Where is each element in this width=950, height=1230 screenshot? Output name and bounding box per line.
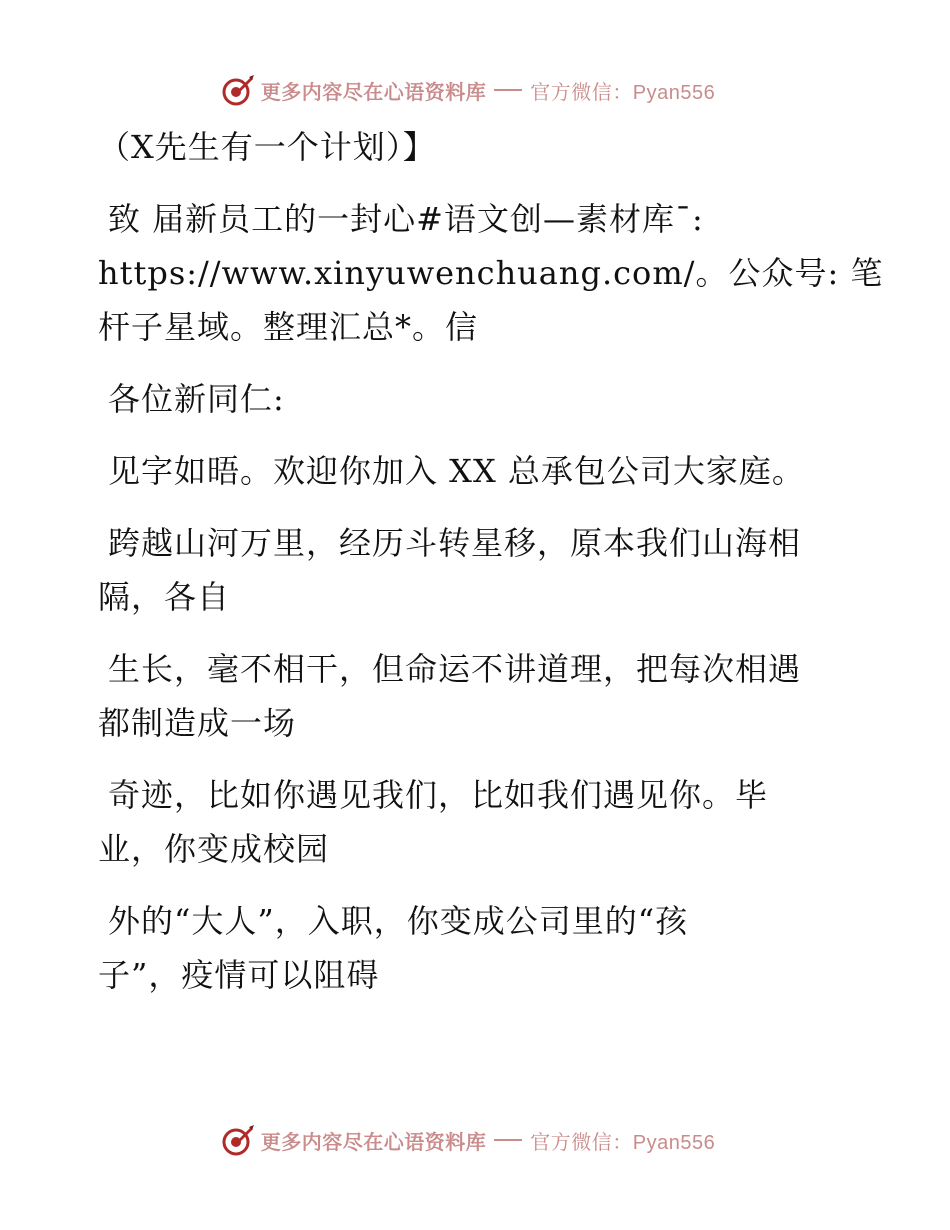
text-line: 见字如晤。欢迎你加入 XX 总承包公司大家庭。 <box>108 452 805 490</box>
text-line: https://www.xinyuwenchuang.com/。公众号: 笔 <box>98 254 884 292</box>
document-body <box>98 120 884 1002</box>
banner-handle: 官方微信：Pyan556 <box>530 81 716 104</box>
text-line: 各位新同仁: <box>108 380 285 418</box>
pen-logo-icon <box>221 73 255 107</box>
text-line: （X先生有一个计划）】 <box>98 128 436 166</box>
text-line: 致 届新员工的一封心#语文创—素材库¯: <box>108 200 704 238</box>
header-banner <box>0 70 950 110</box>
banner-title: 更多内容尽在心语资料库 <box>260 1129 487 1154</box>
text-line: 隔，各自 <box>98 578 231 616</box>
footer-banner <box>0 1120 950 1160</box>
text-line: 都制造成一场 <box>98 704 297 742</box>
banner-title: 更多内容尽在心语资料库 <box>260 79 487 104</box>
text-line: 生长，毫不相干，但命运不讲道理，把每次相遇 <box>108 650 802 688</box>
text-line: 业，你变成校园 <box>98 830 330 868</box>
text-line: 子”，疫情可以阻碍 <box>98 956 380 994</box>
banner-separator <box>494 89 522 91</box>
banner-separator <box>494 1139 522 1141</box>
text-line: 跨越山河万里，经历斗转星移，原本我们山海相 <box>108 524 802 562</box>
text-line: 奇迹，比如你遇见我们，比如我们遇见你。毕 <box>108 776 769 814</box>
pen-logo-icon <box>221 1123 255 1157</box>
text-line: 外的“大人”，入职，你变成公司里的“孩 <box>108 902 689 940</box>
text-line: 杆子星域。整理汇总*。信 <box>98 308 479 346</box>
banner-handle: 官方微信：Pyan556 <box>530 1131 716 1154</box>
